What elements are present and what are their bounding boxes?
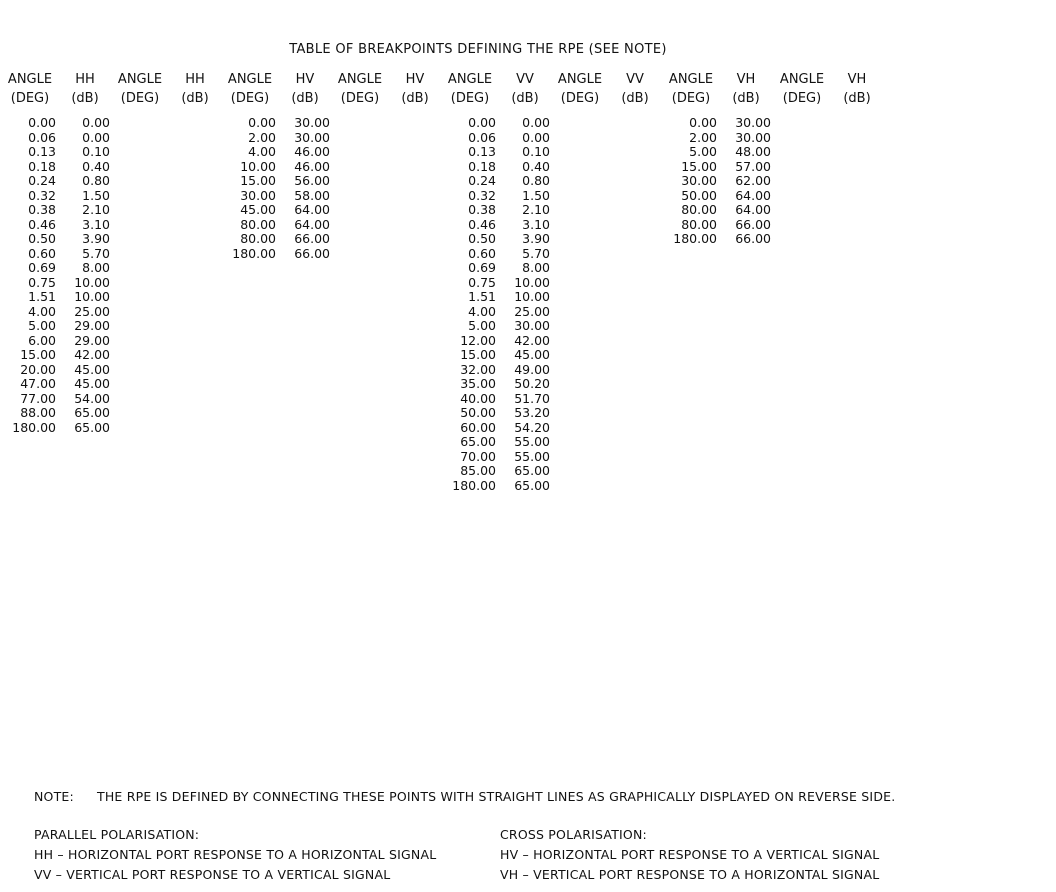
value-cell: 2.10 xyxy=(522,202,550,217)
breakpoint-row xyxy=(440,421,550,436)
value-cell: 54.00 xyxy=(74,390,110,406)
value-cell: 2.10 xyxy=(82,202,110,217)
breakpoint-row xyxy=(0,261,110,276)
angle-header: ANGLE xyxy=(668,72,714,87)
breakpoint-row xyxy=(220,160,330,175)
value-cell: 30.00 xyxy=(294,129,330,145)
value-cell: 42.00 xyxy=(74,347,110,362)
angle-cell: 0.00 xyxy=(248,115,276,130)
angle-cell: 15.00 xyxy=(681,158,717,174)
angle-unit: (DEG) xyxy=(230,91,270,106)
breakpoint-row xyxy=(220,145,330,160)
breakpoint-row xyxy=(440,348,550,363)
value-cell: 0.00 xyxy=(82,129,110,145)
angle-header: ANGLE xyxy=(227,72,273,87)
column-header-labels xyxy=(550,72,660,91)
angle-cell: 40.00 xyxy=(460,390,496,406)
breakpoint-row xyxy=(440,377,550,392)
value-cell: 65.00 xyxy=(74,405,110,420)
column-header-labels xyxy=(110,72,220,91)
angle-cell: 0.06 xyxy=(28,129,56,145)
column-header-labels xyxy=(661,72,771,91)
value-cell: 64.00 xyxy=(294,216,330,232)
value-cell: 42.00 xyxy=(514,332,550,348)
breakpoint-rows xyxy=(661,116,771,247)
value-unit: (dB) xyxy=(732,91,760,106)
angle-cell: 50.00 xyxy=(681,187,717,203)
breakpoint-row xyxy=(0,131,110,146)
breakpoint-row xyxy=(0,406,110,421)
value-header: VH xyxy=(736,72,756,87)
angle-cell: 15.00 xyxy=(240,173,276,188)
angle-cell: 45.00 xyxy=(240,202,276,217)
breakpoint-row xyxy=(0,305,110,320)
angle-cell: 0.24 xyxy=(28,173,56,188)
angle-cell: 1.51 xyxy=(468,289,496,304)
column-group-hv xyxy=(330,72,440,116)
angle-cell: 0.69 xyxy=(28,260,56,275)
angle-cell: 4.00 xyxy=(468,303,496,319)
breakpoint-row xyxy=(440,203,550,218)
value-header: VV xyxy=(626,72,644,87)
column-group-hh xyxy=(110,72,220,116)
angle-cell: 0.60 xyxy=(468,245,496,261)
angle-cell: 1.51 xyxy=(28,289,56,304)
angle-cell: 0.24 xyxy=(468,173,496,188)
angle-cell: 0.13 xyxy=(468,144,496,159)
breakpoint-row xyxy=(220,131,330,146)
breakpoint-row xyxy=(0,116,110,131)
angle-cell: 0.18 xyxy=(468,158,496,174)
value-header: HH xyxy=(75,72,95,87)
angle-cell: 0.46 xyxy=(28,216,56,232)
angle-cell: 0.00 xyxy=(28,115,56,130)
breakpoint-rows xyxy=(0,116,110,435)
value-cell: 55.00 xyxy=(514,448,550,464)
angle-cell: 0.50 xyxy=(28,231,56,246)
angle-unit: (DEG) xyxy=(671,91,711,106)
angle-cell: 0.75 xyxy=(468,274,496,290)
angle-cell: 80.00 xyxy=(681,202,717,217)
angle-cell: 32.00 xyxy=(460,361,496,377)
value-cell: 64.00 xyxy=(294,202,330,217)
angle-cell: 47.00 xyxy=(20,376,56,391)
angle-cell: 0.38 xyxy=(28,202,56,217)
angle-cell: 180.00 xyxy=(12,419,56,435)
breakpoint-rows xyxy=(220,116,330,261)
value-cell: 0.80 xyxy=(82,173,110,188)
cross-polarisation-legend xyxy=(500,825,879,885)
note xyxy=(34,789,895,804)
breakpoint-row xyxy=(0,392,110,407)
breakpoint-row xyxy=(220,232,330,247)
angle-cell: 30.00 xyxy=(240,187,276,203)
value-cell: 51.70 xyxy=(514,390,550,406)
breakpoint-row xyxy=(0,276,110,291)
breakpoint-row xyxy=(0,348,110,363)
note-text: THE RPE IS DEFINED BY CONNECTING THESE POINTS WITH STRAIGHT LINES AS GRAPHICALLY DISPLAYED ON REVERSE SIDE. xyxy=(97,789,896,804)
value-cell: 0.00 xyxy=(522,129,550,145)
angle-unit: (DEG) xyxy=(340,91,380,106)
breakpoint-row xyxy=(661,218,771,233)
value-unit: (dB) xyxy=(511,91,539,106)
breakpoint-row xyxy=(0,160,110,175)
breakpoint-row xyxy=(440,174,550,189)
breakpoint-row xyxy=(0,203,110,218)
angle-cell: 180.00 xyxy=(673,231,717,246)
angle-cell: 6.00 xyxy=(28,332,56,348)
value-header: HV xyxy=(405,72,425,87)
value-cell: 3.10 xyxy=(82,216,110,232)
angle-unit: (DEG) xyxy=(560,91,600,106)
value-header: HV xyxy=(295,72,315,87)
angle-cell: 0.00 xyxy=(689,115,717,130)
angle-unit: (DEG) xyxy=(450,91,490,106)
value-cell: 29.00 xyxy=(74,332,110,348)
value-cell: 62.00 xyxy=(735,173,771,188)
value-cell: 55.00 xyxy=(514,434,550,449)
parallel-heading: PARALLEL POLARISATION: xyxy=(34,827,200,842)
breakpoint-row xyxy=(661,232,771,247)
value-cell: 0.10 xyxy=(82,144,110,159)
breakpoint-row xyxy=(0,319,110,334)
value-cell: 0.40 xyxy=(82,158,110,174)
angle-cell: 5.00 xyxy=(28,318,56,333)
value-header: HH xyxy=(185,72,205,87)
angle-cell: 80.00 xyxy=(240,216,276,232)
note-label: NOTE: xyxy=(34,789,74,804)
value-cell: 10.00 xyxy=(514,274,550,290)
angle-cell: 35.00 xyxy=(460,376,496,391)
angle-cell: 50.00 xyxy=(460,405,496,420)
value-cell: 0.80 xyxy=(522,173,550,188)
value-cell: 30.00 xyxy=(735,115,771,130)
column-header-units xyxy=(0,91,110,110)
angle-cell: 0.75 xyxy=(28,274,56,290)
value-unit: (dB) xyxy=(401,91,429,106)
value-cell: 5.70 xyxy=(82,245,110,261)
breakpoint-row xyxy=(440,218,550,233)
breakpoint-row xyxy=(661,160,771,175)
breakpoint-row xyxy=(0,290,110,305)
value-cell: 3.10 xyxy=(522,216,550,232)
angle-cell: 0.38 xyxy=(468,202,496,217)
breakpoint-row xyxy=(661,131,771,146)
breakpoint-row xyxy=(440,145,550,160)
breakpoint-row xyxy=(220,247,330,262)
column-group-vv xyxy=(440,72,550,493)
breakpoint-row xyxy=(661,189,771,204)
value-cell: 0.00 xyxy=(522,115,550,130)
angle-cell: 80.00 xyxy=(240,231,276,246)
column-group-vh xyxy=(661,72,771,247)
value-cell: 65.00 xyxy=(514,477,550,493)
column-header-units xyxy=(220,91,330,110)
angle-header: ANGLE xyxy=(337,72,383,87)
value-cell: 29.00 xyxy=(74,318,110,333)
breakpoint-rows xyxy=(440,116,550,493)
column-header-units xyxy=(550,91,660,110)
cross-hv-definition: HV – HORIZONTAL PORT RESPONSE TO A VERTICAL SIGNAL xyxy=(500,847,880,862)
column-header-units xyxy=(330,91,440,110)
value-cell: 30.00 xyxy=(294,115,330,130)
breakpoint-row xyxy=(440,290,550,305)
value-cell: 0.10 xyxy=(522,144,550,159)
angle-cell: 5.00 xyxy=(468,318,496,333)
angle-cell: 2.00 xyxy=(689,129,717,145)
column-header-units xyxy=(440,91,550,110)
angle-unit: (DEG) xyxy=(120,91,160,106)
angle-header: ANGLE xyxy=(447,72,493,87)
value-cell: 8.00 xyxy=(82,260,110,275)
angle-cell: 15.00 xyxy=(20,347,56,362)
angle-cell: 88.00 xyxy=(20,405,56,420)
column-header-units xyxy=(110,91,220,110)
angle-cell: 0.06 xyxy=(468,129,496,145)
angle-cell: 60.00 xyxy=(460,419,496,435)
breakpoint-row xyxy=(440,189,550,204)
breakpoint-row xyxy=(440,232,550,247)
value-cell: 56.00 xyxy=(294,173,330,188)
value-cell: 3.90 xyxy=(82,231,110,246)
angle-cell: 4.00 xyxy=(248,144,276,159)
parallel-hh-definition: HH – HORIZONTAL PORT RESPONSE TO A HORIZONTAL SIGNAL xyxy=(34,847,437,862)
value-cell: 10.00 xyxy=(74,289,110,304)
value-unit: (dB) xyxy=(181,91,209,106)
column-group-hv xyxy=(220,72,330,261)
angle-cell: 0.32 xyxy=(28,187,56,203)
angle-cell: 80.00 xyxy=(681,216,717,232)
angle-cell: 180.00 xyxy=(452,477,496,493)
value-cell: 10.00 xyxy=(514,289,550,304)
value-cell: 57.00 xyxy=(735,158,771,174)
value-cell: 3.90 xyxy=(522,231,550,246)
breakpoint-row xyxy=(0,174,110,189)
breakpoint-row xyxy=(440,116,550,131)
angle-unit: (DEG) xyxy=(782,91,822,106)
angle-cell: 180.00 xyxy=(232,245,276,261)
breakpoint-row xyxy=(220,189,330,204)
value-cell: 53.20 xyxy=(514,405,550,420)
breakpoint-row xyxy=(0,189,110,204)
angle-cell: 65.00 xyxy=(460,434,496,449)
parallel-polarisation-legend xyxy=(34,825,436,885)
value-cell: 45.00 xyxy=(74,361,110,377)
breakpoint-row xyxy=(440,334,550,349)
angle-header: ANGLE xyxy=(779,72,825,87)
angle-header: ANGLE xyxy=(7,72,53,87)
breakpoint-row xyxy=(440,363,550,378)
value-unit: (dB) xyxy=(621,91,649,106)
breakpoint-row xyxy=(661,174,771,189)
value-cell: 45.00 xyxy=(514,347,550,362)
angle-cell: 0.60 xyxy=(28,245,56,261)
angle-cell: 15.00 xyxy=(460,347,496,362)
column-header-units xyxy=(661,91,771,110)
value-cell: 30.00 xyxy=(735,129,771,145)
angle-cell: 0.32 xyxy=(468,187,496,203)
breakpoint-row xyxy=(440,261,550,276)
value-cell: 66.00 xyxy=(294,231,330,246)
column-group-vh xyxy=(772,72,882,116)
angle-cell: 0.13 xyxy=(28,144,56,159)
angle-cell: 0.50 xyxy=(468,231,496,246)
column-header-units xyxy=(772,91,882,110)
value-cell: 66.00 xyxy=(294,245,330,261)
parallel-vv-definition: VV – VERTICAL PORT RESPONSE TO A VERTICAL SIGNAL xyxy=(34,867,391,882)
table-title: TABLE OF BREAKPOINTS DEFINING THE RPE (SEE NOTE) xyxy=(289,42,667,57)
angle-unit: (DEG) xyxy=(10,91,50,106)
breakpoint-row xyxy=(0,363,110,378)
value-cell: 1.50 xyxy=(522,187,550,203)
value-cell: 30.00 xyxy=(514,318,550,333)
breakpoint-row xyxy=(0,218,110,233)
breakpoint-row xyxy=(440,392,550,407)
angle-header: ANGLE xyxy=(557,72,603,87)
value-cell: 25.00 xyxy=(514,303,550,319)
breakpoint-row xyxy=(0,145,110,160)
column-header-labels xyxy=(0,72,110,91)
angle-cell: 77.00 xyxy=(20,390,56,406)
value-cell: 25.00 xyxy=(74,303,110,319)
angle-cell: 4.00 xyxy=(28,303,56,319)
breakpoint-row xyxy=(440,464,550,479)
breakpoint-row xyxy=(0,334,110,349)
angle-cell: 85.00 xyxy=(460,463,496,478)
value-cell: 10.00 xyxy=(74,274,110,290)
breakpoint-row xyxy=(440,305,550,320)
value-header: VV xyxy=(516,72,534,87)
value-cell: 45.00 xyxy=(74,376,110,391)
breakpoint-row xyxy=(220,174,330,189)
column-group-vv xyxy=(550,72,660,116)
column-header-labels xyxy=(440,72,550,91)
angle-cell: 2.00 xyxy=(248,129,276,145)
value-cell: 65.00 xyxy=(514,463,550,478)
value-unit: (dB) xyxy=(843,91,871,106)
value-cell: 1.50 xyxy=(82,187,110,203)
angle-cell: 0.00 xyxy=(468,115,496,130)
value-cell: 49.00 xyxy=(514,361,550,377)
breakpoint-row xyxy=(220,218,330,233)
value-unit: (dB) xyxy=(71,91,99,106)
breakpoint-row xyxy=(661,145,771,160)
value-cell: 48.00 xyxy=(735,144,771,159)
breakpoint-row xyxy=(440,479,550,494)
value-cell: 58.00 xyxy=(294,187,330,203)
value-cell: 66.00 xyxy=(735,216,771,232)
breakpoint-row xyxy=(0,232,110,247)
column-header-labels xyxy=(330,72,440,91)
value-header: VH xyxy=(847,72,867,87)
value-cell: 46.00 xyxy=(294,158,330,174)
breakpoint-row xyxy=(661,116,771,131)
breakpoint-row xyxy=(440,160,550,175)
breakpoint-row xyxy=(220,116,330,131)
breakpoint-row xyxy=(220,203,330,218)
angle-cell: 0.18 xyxy=(28,158,56,174)
breakpoint-row xyxy=(440,276,550,291)
angle-cell: 10.00 xyxy=(240,158,276,174)
value-cell: 54.20 xyxy=(514,419,550,435)
angle-header: ANGLE xyxy=(117,72,163,87)
breakpoint-row xyxy=(440,131,550,146)
breakpoint-row xyxy=(440,450,550,465)
value-cell: 0.40 xyxy=(522,158,550,174)
angle-cell: 5.00 xyxy=(689,144,717,159)
value-cell: 5.70 xyxy=(522,245,550,261)
column-header-labels xyxy=(220,72,330,91)
angle-cell: 0.46 xyxy=(468,216,496,232)
cross-vh-definition: VH – VERTICAL PORT RESPONSE TO A HORIZONTAL SIGNAL xyxy=(500,867,880,882)
breakpoint-row xyxy=(0,421,110,436)
column-header-labels xyxy=(772,72,882,91)
column-group-hh xyxy=(0,72,110,435)
value-cell: 64.00 xyxy=(735,202,771,217)
angle-cell: 12.00 xyxy=(460,332,496,348)
value-cell: 64.00 xyxy=(735,187,771,203)
angle-cell: 0.69 xyxy=(468,260,496,275)
breakpoint-row xyxy=(661,203,771,218)
value-cell: 46.00 xyxy=(294,144,330,159)
value-unit: (dB) xyxy=(291,91,319,106)
value-cell: 65.00 xyxy=(74,419,110,435)
breakpoint-row xyxy=(0,377,110,392)
breakpoint-row xyxy=(0,247,110,262)
cross-heading: CROSS POLARISATION: xyxy=(500,827,647,842)
angle-cell: 20.00 xyxy=(20,361,56,377)
value-cell: 8.00 xyxy=(522,260,550,275)
breakpoint-row xyxy=(440,247,550,262)
breakpoint-row xyxy=(440,435,550,450)
value-cell: 0.00 xyxy=(82,115,110,130)
breakpoint-row xyxy=(440,319,550,334)
value-cell: 50.20 xyxy=(514,376,550,391)
angle-cell: 70.00 xyxy=(460,448,496,464)
angle-cell: 30.00 xyxy=(681,173,717,188)
breakpoint-row xyxy=(440,406,550,421)
value-cell: 66.00 xyxy=(735,231,771,246)
